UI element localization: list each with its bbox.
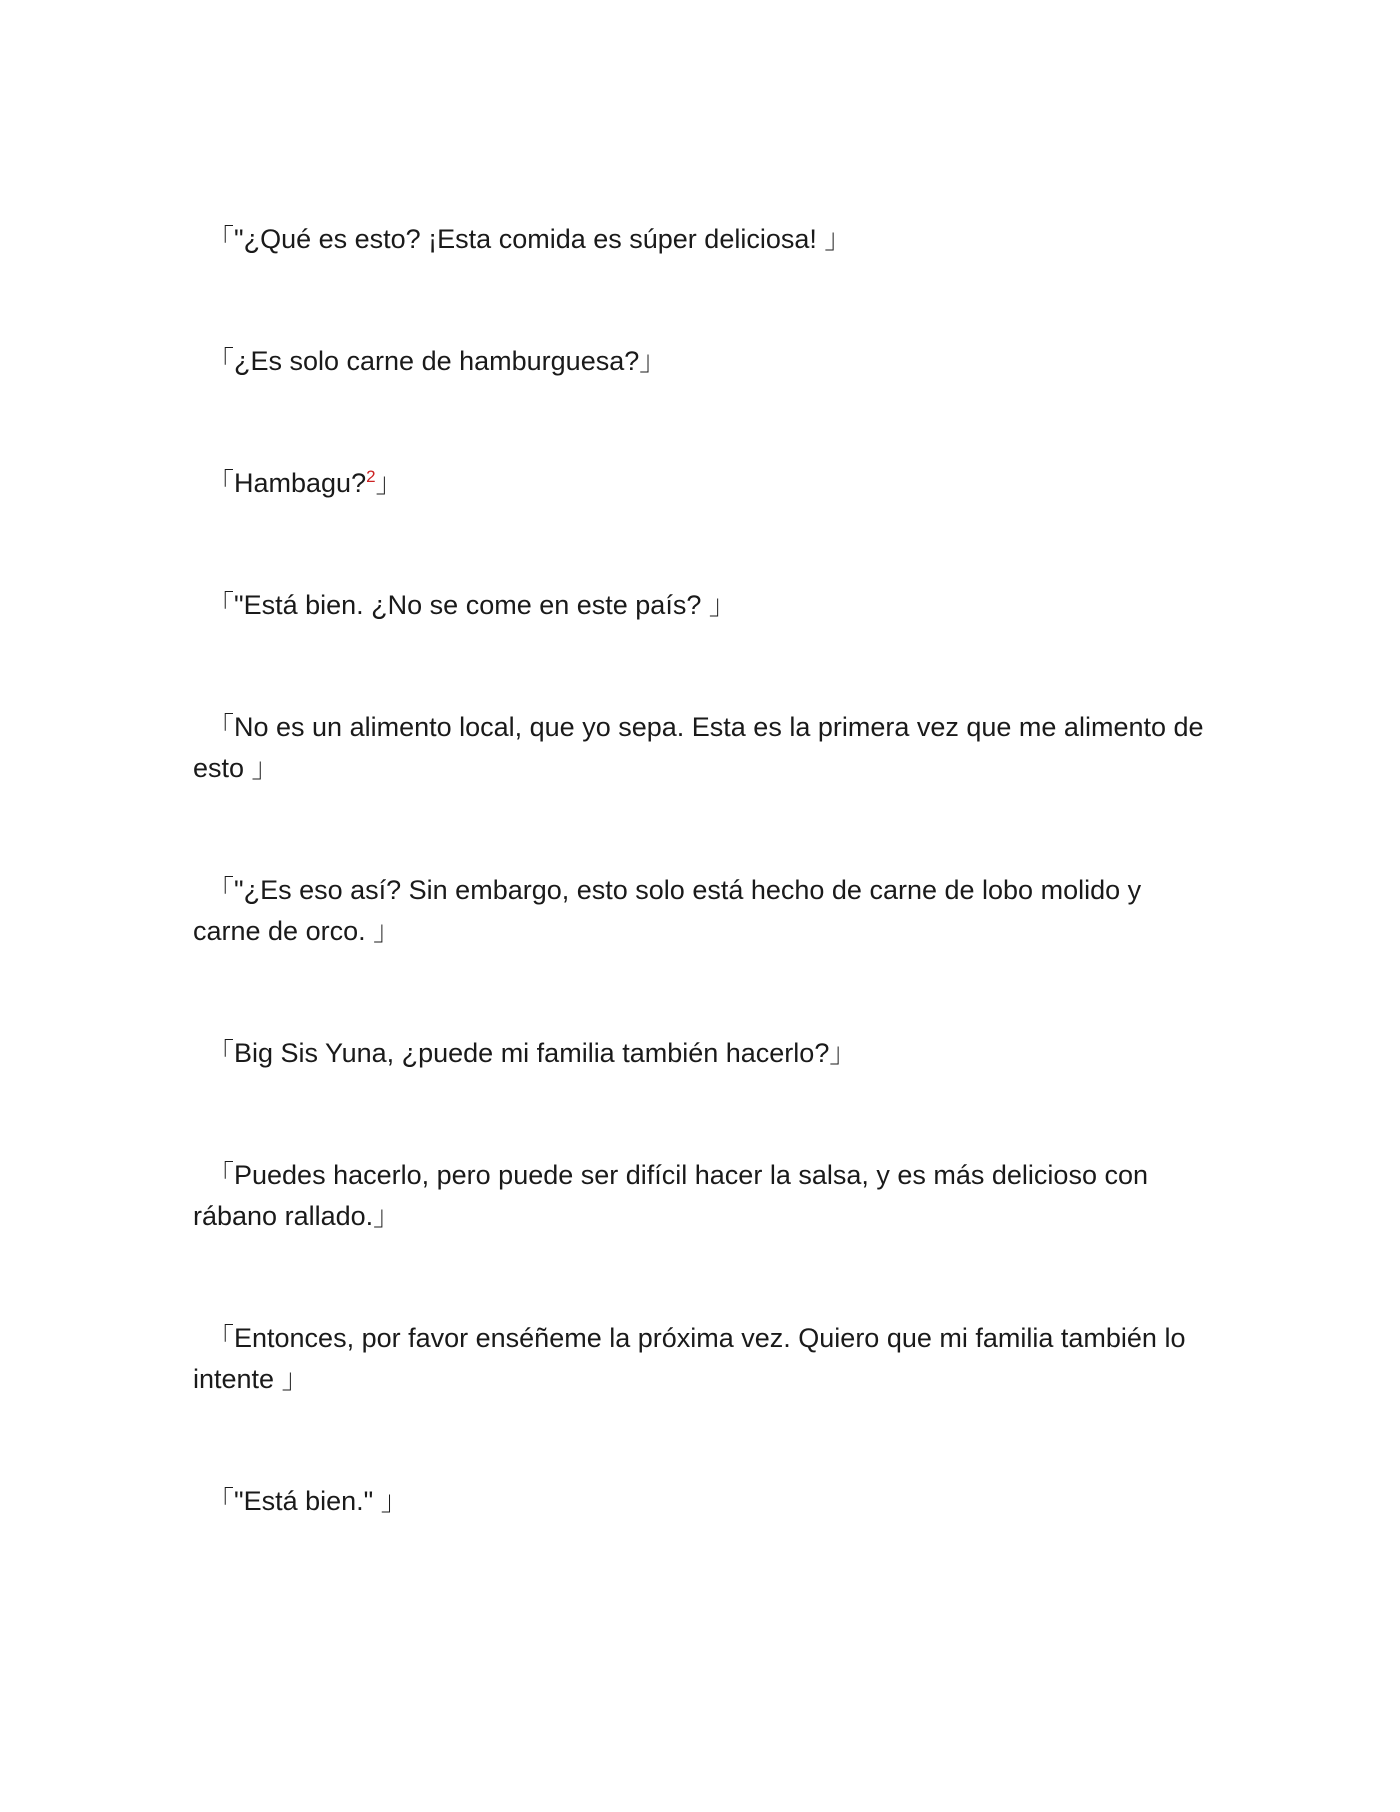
dialogue-line-5: 「No es un alimento local, que yo sepa. Esta es la primera vez que me alimento de esto 」 (193, 712, 1204, 783)
dialogue-text-block (193, 219, 1213, 1522)
dialogue-line-3-text: 「Hambagu? (207, 468, 367, 498)
dialogue-line-6: 「"¿Es eso así? Sin embargo, esto solo está hecho de carne de lobo molido y carne de orco. 」 (193, 875, 1142, 946)
dialogue-line-4: 「"Está bien. ¿No se come en este país? 」 (207, 590, 736, 620)
footnote-reference[interactable]: 2 (366, 467, 376, 486)
dialogue-line-3-closing: 」 (375, 468, 403, 498)
dialogue-line-9: 「Entonces, por favor enséñeme la próxima vez. Quiero que mi familia también lo intente 」 (193, 1323, 1186, 1394)
dialogue-line-8: 「Puedes hacerlo, pero puede ser difícil hacer la salsa, y es más delicioso con rábano rallado.」 (193, 1160, 1148, 1231)
dialogue-line-10: 「"Está bien." 」 (207, 1486, 408, 1516)
dialogue-line-1: 「"¿Qué es esto? ¡Esta comida es súper deliciosa! 」 (207, 224, 852, 254)
dialogue-line-7: 「Big Sis Yuna, ¿puede mi familia también hacerlo?」 (207, 1038, 857, 1068)
dialogue-line-3 (193, 463, 1213, 504)
dialogue-line-2: 「¿Es solo carne de hamburguesa?」 (207, 346, 667, 376)
